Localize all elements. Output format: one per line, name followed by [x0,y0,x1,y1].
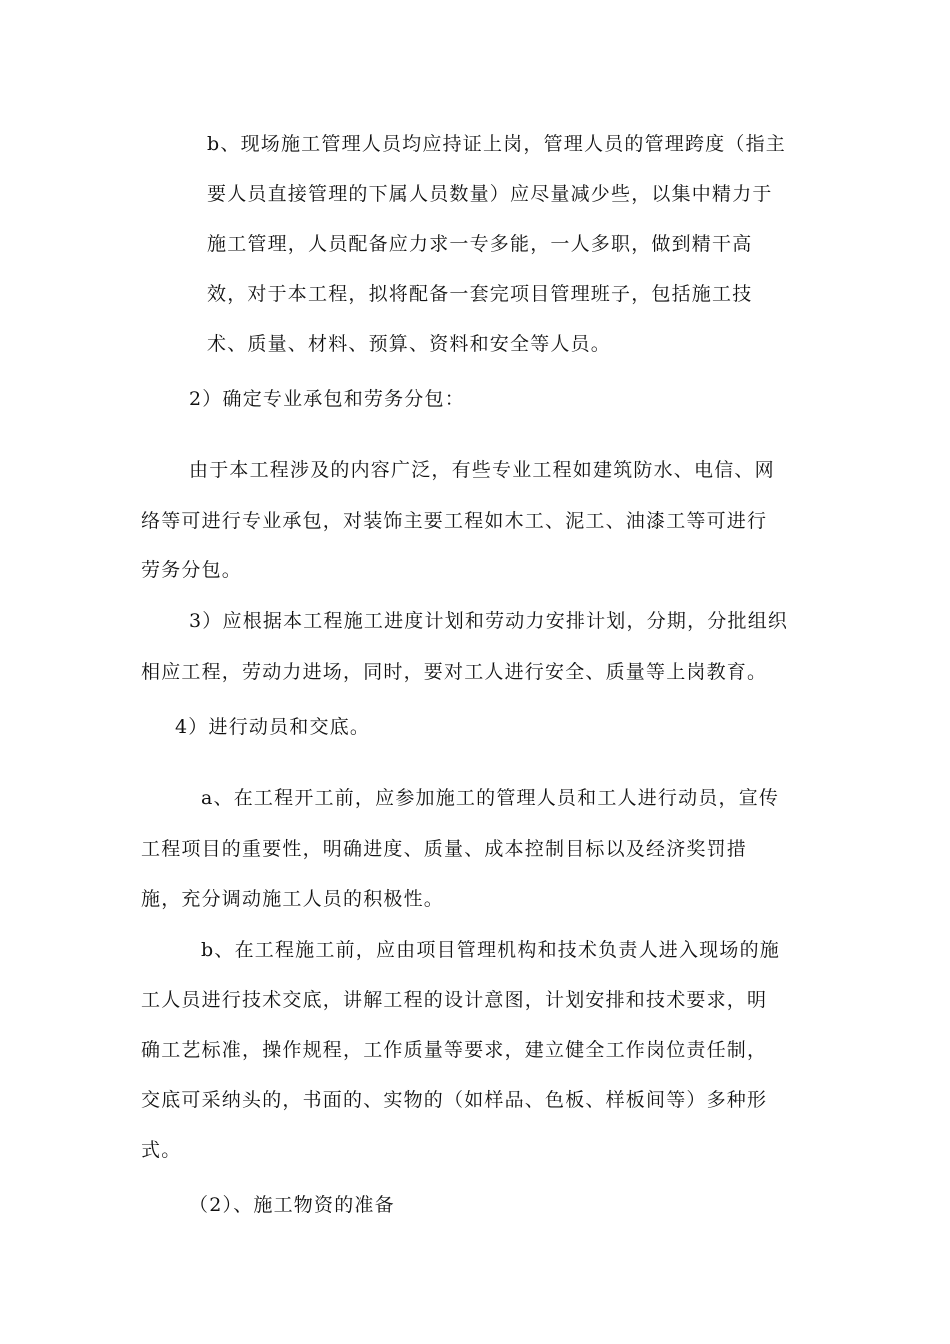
text-line: 4）进行动员和交底。 [175,716,371,738]
text-line: 由于本工程涉及的内容广泛，有些专业工程如建筑防水、电信、网 [189,459,775,481]
text-line: b、现场施工管理人员均应持证上岗，管理人员的管理跨度（指主 [207,133,786,155]
text-line: 要人员直接管理的下属人员数量）应尽量减少些，以集中精力于 [207,183,773,205]
text-line: 3）应根据本工程施工进度计划和劳动力安排计划，分期，分批组织 [189,610,789,632]
text-line: b、在工程施工前，应由项目管理机构和技术负责人进入现场的施 [201,939,780,961]
section-heading: （2）、施工物资的准备 [189,1194,395,1216]
text-line: a、在工程开工前，应参加施工的管理人员和工人进行动员，宣传 [201,787,780,809]
text-line: 施，充分调动施工人员的积极性。 [141,888,445,910]
text-line: 效，对于本工程，拟将配备一套完项目管理班子，包括施工技 [207,283,753,305]
text-line: 施工管理，人员配备应力求一专多能，一人多职，做到精干高 [207,233,753,255]
text-line: 工程项目的重要性，明确进度、质量、成本控制目标以及经济奖罚措 [141,838,748,860]
text-line: 确工艺标准，操作规程，工作质量等要求，建立健全工作岗位责任制， [141,1039,768,1061]
text-line: 式。 [141,1139,182,1161]
text-line: 术、质量、材料、预算、资料和安全等人员。 [207,333,612,355]
text-line: 劳务分包。 [141,559,243,581]
text-line: 工人员进行技术交底，讲解工程的设计意图，计划安排和技术要求，明 [141,989,768,1011]
text-line: 交底可采纳头的，书面的、实物的（如样品、色板、样板间等）多种形 [141,1089,768,1111]
text-line: 络等可进行专业承包，对装饰主要工程如木工、泥工、油漆工等可进行 [141,510,768,532]
text-line: 2）确定专业承包和劳务分包： [189,388,465,410]
text-line: 相应工程，劳动力进场，同时，要对工人进行安全、质量等上岗教育。 [141,661,768,683]
